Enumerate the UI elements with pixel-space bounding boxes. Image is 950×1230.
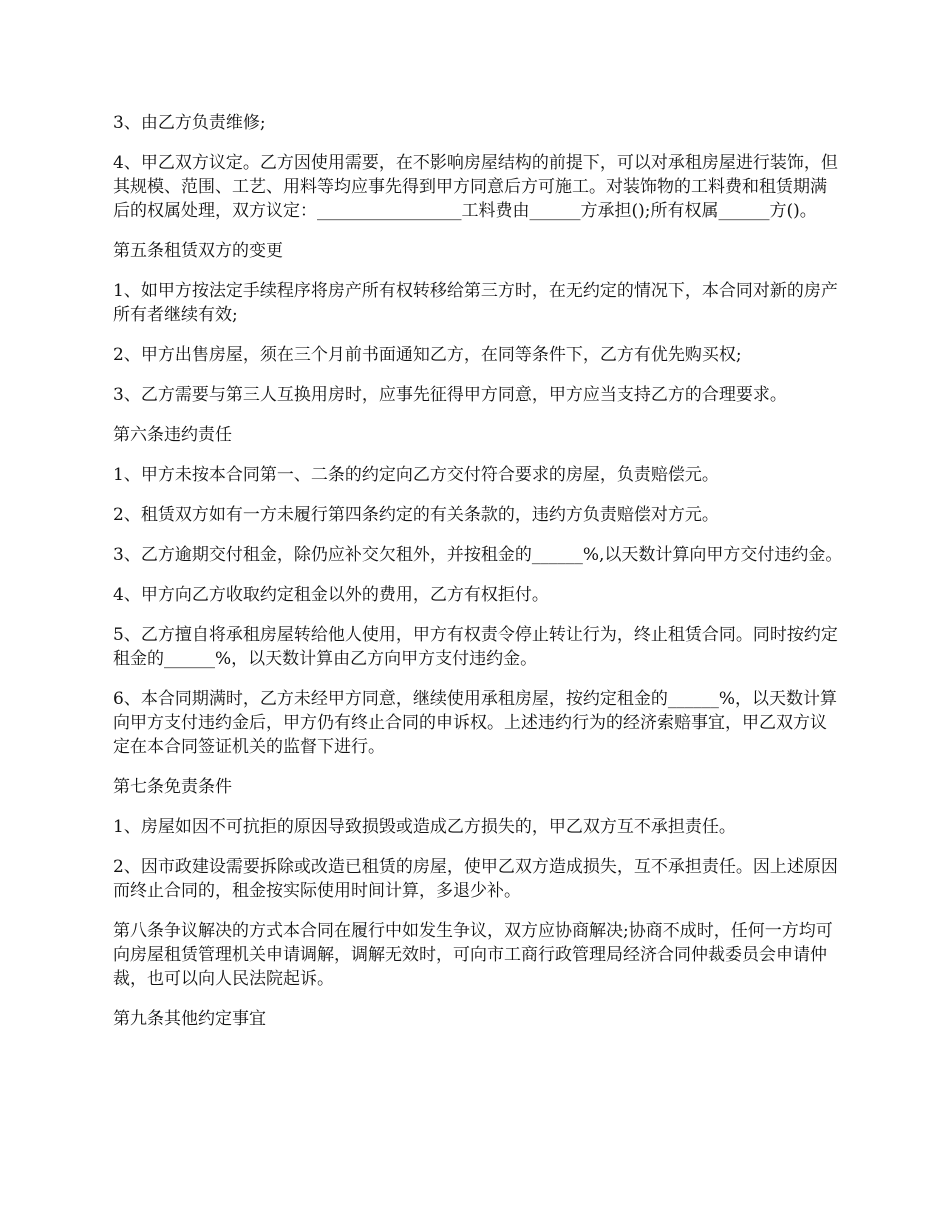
paragraph-decoration: 4、甲乙双方议定。乙方因使用需要，在不影响房屋结构的前提下，可以对承租房屋进行装饰，但其规模、范围、工艺、用料等均应事先得到甲方同意后方可施工。对装饰物的工料费和租赁期满后的权属处理，双方议定：_________________工料费由______方承担();所有权属______方()。 <box>113 153 838 221</box>
paragraph-breach-4: 4、甲方向乙方收取约定租金以外的费用，乙方有权拒付。 <box>113 585 549 605</box>
section-heading-7: 第七条免责条件 <box>113 777 232 797</box>
paragraph-breach-6: 6、本合同期满时，乙方未经甲方同意，继续使用承租房屋，按约定租金的______%，以天数计算向甲方支付违约金后，甲方仍有终止合同的申诉权。上述违约行为的经济索赔事宜，甲乙双方议定在本合同签证机关的监督下进行。 <box>113 689 837 757</box>
paragraph-house-sale: 2、甲方出售房屋，须在三个月前书面通知乙方，在同等条件下，乙方有优先购买权; <box>113 345 742 365</box>
section-heading-6: 第六条违约责任 <box>113 425 232 445</box>
paragraph-exemption-1: 1、房屋如因不可抗拒的原因导致损毁或造成乙方损失的，甲乙双方互不承担责任。 <box>113 817 736 837</box>
section-heading-9: 第九条其他约定事宜 <box>113 1009 266 1029</box>
paragraph-ownership-transfer: 1、如甲方按法定手续程序将房产所有权转移给第三方时，在无约定的情况下，本合同对新的房产所有者继续有效; <box>113 281 838 325</box>
section-heading-8: 第八条争议解决的方式本合同在履行中如发生争议，双方应协商解决;协商不成时，任何一方均可向房屋租赁管理机关申请调解，调解无效时，可向市工商行政管理局经济合同仲裁委员会申请仲裁，也可以向人民法院起诉。 <box>113 921 833 989</box>
paragraph-repair: 3、由乙方负责维修; <box>113 113 266 133</box>
paragraph-breach-1: 1、甲方未按本合同第一、二条的约定向乙方交付符合要求的房屋，负责赔偿元。 <box>113 465 719 485</box>
paragraph-breach-3: 3、乙方逾期交付租金，除仍应补交欠租外，并按租金的______%,以天数计算向甲方交付违约金。 <box>113 545 843 565</box>
section-heading-5: 第五条租赁双方的变更 <box>113 241 283 261</box>
document-body <box>113 111 843 1047</box>
paragraph-house-exchange: 3、乙方需要与第三人互换用房时，应事先征得甲方同意，甲方应当支持乙方的合理要求。 <box>113 385 787 405</box>
paragraph-exemption-2: 2、因市政建设需要拆除或改造已租赁的房屋，使甲乙双方造成损失，互不承担责任。因上述原因而终止合同的，租金按实际使用时间计算，多退少补。 <box>113 857 838 901</box>
paragraph-breach-2: 2、租赁双方如有一方未履行第四条约定的有关条款的，违约方负责赔偿对方元。 <box>113 505 719 525</box>
paragraph-breach-5: 5、乙方擅自将承租房屋转给他人使用，甲方有权责令停止转让行为，终止租赁合同。同时按约定租金的______%，以天数计算由乙方向甲方支付违约金。 <box>113 625 838 669</box>
